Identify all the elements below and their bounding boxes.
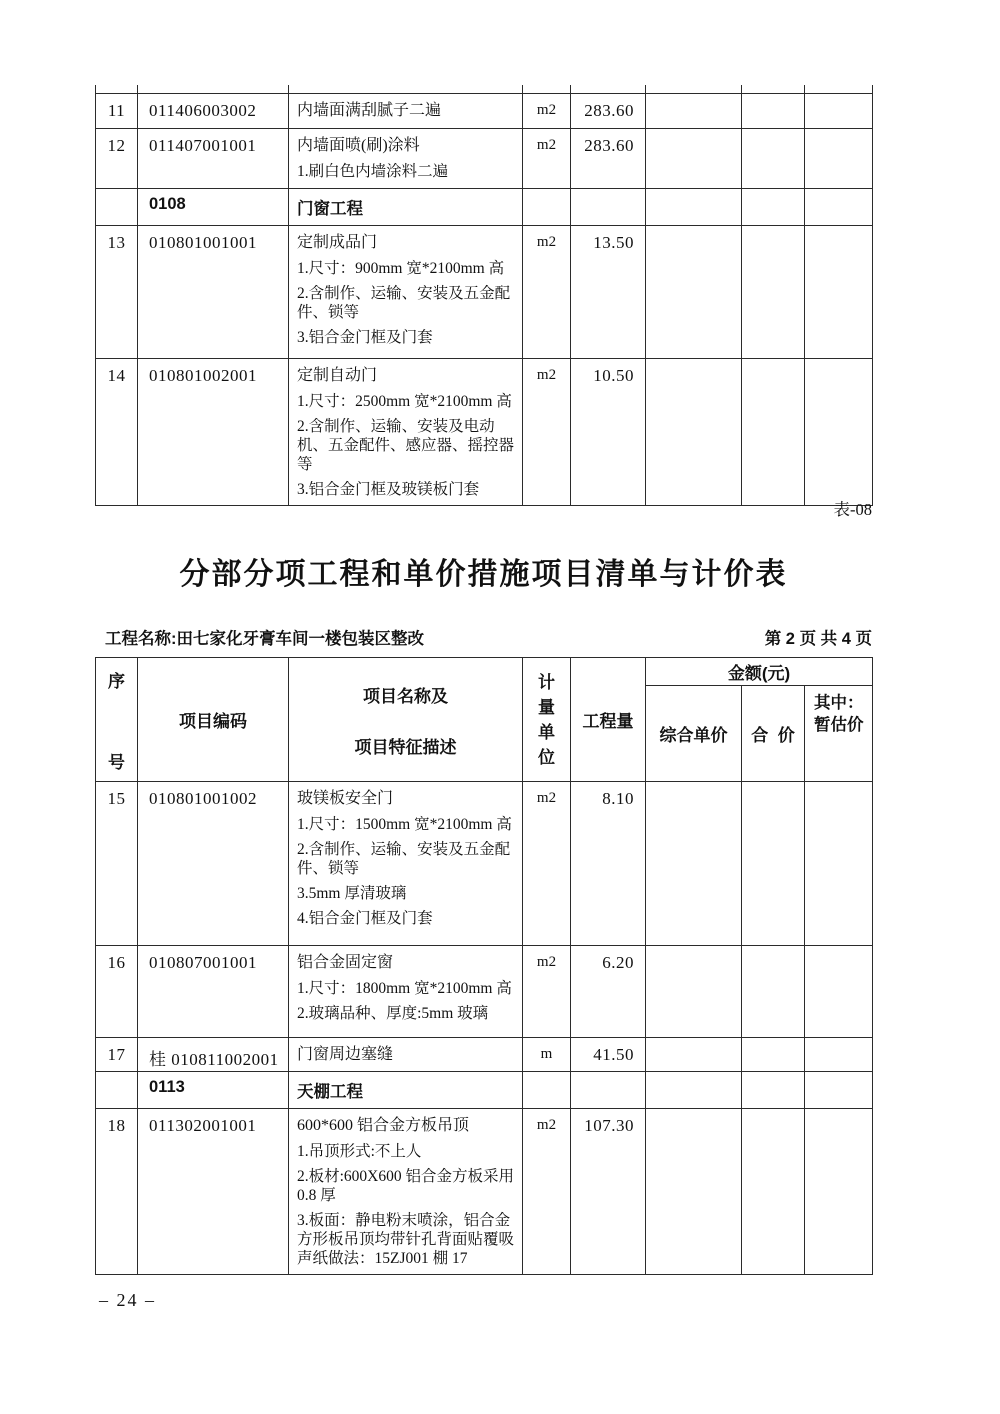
table-row bbox=[96, 359, 873, 506]
estimate-cell bbox=[805, 94, 873, 129]
unit-price-cell bbox=[646, 129, 742, 189]
unit-cell: m2 bbox=[523, 1109, 571, 1275]
qty-cell: 283.60 bbox=[571, 129, 646, 189]
item-name: 定制自动门 bbox=[297, 367, 378, 384]
header-quantity: 工程量 bbox=[571, 658, 646, 782]
qty-cell: 10.50 bbox=[571, 359, 646, 506]
header-estimate bbox=[805, 686, 873, 782]
total-price-cell bbox=[742, 782, 805, 946]
total-price-cell bbox=[742, 94, 805, 129]
item-desc-line: 3.板面：静电粉末喷涂，铝合金方形板吊顶均带针孔背面贴覆吸声纸做法：15ZJ001 棚 17 bbox=[297, 1212, 515, 1267]
header-unit-price: 综合单价 bbox=[646, 686, 742, 782]
section-code: 0108 bbox=[138, 189, 289, 226]
unit-price-cell bbox=[646, 94, 742, 129]
item-desc-line: 1.尺寸：900mm 宽*2100mm 高 bbox=[297, 260, 505, 277]
estimate-cell bbox=[805, 1038, 873, 1072]
item-desc-line: 1.尺寸：1500mm 宽*2100mm 高 bbox=[297, 816, 512, 833]
section-title: 门窗工程 bbox=[289, 189, 523, 226]
qty-cell: 283.60 bbox=[571, 94, 646, 129]
estimate-cell bbox=[805, 359, 873, 506]
name-cell bbox=[289, 1038, 523, 1072]
item-desc-line: 2.含制作、运输、安装及五金配件、锁等 bbox=[297, 285, 511, 321]
unit-cell: m bbox=[523, 1038, 571, 1072]
code-cell: 010801001001 bbox=[138, 226, 289, 359]
table-row bbox=[96, 129, 873, 189]
name-cell bbox=[289, 1109, 523, 1275]
unit-price-cell bbox=[646, 1109, 742, 1275]
table-row bbox=[96, 782, 873, 946]
qty-cell: 41.50 bbox=[571, 1038, 646, 1072]
item-desc-line: 3.铝合金门框及玻镁板门套 bbox=[297, 481, 480, 498]
code-cell: 010801001002 bbox=[138, 782, 289, 946]
unit-price-cell bbox=[646, 226, 742, 359]
total-price-cell bbox=[742, 359, 805, 506]
unit-price-cell bbox=[646, 1072, 742, 1109]
header-name-line2: 项目特征描述 bbox=[354, 737, 457, 757]
seq-cell bbox=[96, 1072, 138, 1109]
meta-line bbox=[95, 625, 872, 649]
seq-cell: 18 bbox=[96, 1109, 138, 1275]
unit-cell bbox=[523, 189, 571, 226]
total-price-cell bbox=[742, 129, 805, 189]
qty-cell: 107.30 bbox=[571, 1109, 646, 1275]
header-amount-group: 金额(元) bbox=[646, 658, 873, 686]
item-desc-line: 1.刷白色内墙涂料二遍 bbox=[297, 163, 449, 180]
item-desc-line: 4.铝合金门框及门套 bbox=[297, 910, 433, 927]
header-seq bbox=[96, 658, 138, 782]
header-estimate-line2: 暂估价 bbox=[814, 716, 864, 734]
code-cell: 010807001001 bbox=[138, 946, 289, 1038]
item-desc-line: 1.尺寸：1800mm 宽*2100mm 高 bbox=[297, 980, 512, 997]
code-cell: 011302001001 bbox=[138, 1109, 289, 1275]
seq-cell: 15 bbox=[96, 782, 138, 946]
estimate-cell bbox=[805, 1072, 873, 1109]
seq-cell: 13 bbox=[96, 226, 138, 359]
total-price-cell bbox=[742, 226, 805, 359]
code-cell: 011407001001 bbox=[138, 129, 289, 189]
name-cell bbox=[289, 782, 523, 946]
estimate-cell bbox=[805, 129, 873, 189]
seq-cell: 12 bbox=[96, 129, 138, 189]
unit-cell: m2 bbox=[523, 946, 571, 1038]
section-row bbox=[96, 1072, 873, 1109]
item-desc-line: 2.板材:600X600 铝合金方板采用 0.8 厚 bbox=[297, 1168, 515, 1204]
header-unit: 计 量 单 位 bbox=[523, 658, 571, 782]
item-name: 门窗周边塞缝 bbox=[297, 1046, 394, 1063]
estimate-cell bbox=[805, 946, 873, 1038]
item-name: 玻镁板安全门 bbox=[297, 790, 394, 807]
name-cell bbox=[289, 226, 523, 359]
item-name: 600*600 铝合金方板吊顶 bbox=[297, 1117, 470, 1134]
item-name: 铝合金固定窗 bbox=[297, 954, 394, 971]
header-row-top bbox=[96, 658, 873, 686]
qty-cell: 6.20 bbox=[571, 946, 646, 1038]
qty-cell: 13.50 bbox=[571, 226, 646, 359]
qty-cell bbox=[571, 189, 646, 226]
unit-cell: m2 bbox=[523, 129, 571, 189]
seq-cell: 17 bbox=[96, 1038, 138, 1072]
unit-cell bbox=[523, 1072, 571, 1109]
name-cell bbox=[289, 946, 523, 1038]
header-seq-bottom: 号 bbox=[108, 752, 125, 772]
code-cell: 011406003002 bbox=[138, 94, 289, 129]
table-tag: 表-08 bbox=[833, 500, 872, 519]
name-cell bbox=[289, 94, 523, 129]
unit-cell: m2 bbox=[523, 359, 571, 506]
estimate-cell bbox=[805, 189, 873, 226]
page-break-stub-row bbox=[96, 85, 873, 94]
unit-price-cell bbox=[646, 359, 742, 506]
total-price-cell bbox=[742, 1072, 805, 1109]
item-desc-line: 2.玻璃品种、厚度:5mm 玻璃 bbox=[297, 1005, 489, 1022]
code-cell: 010801002001 bbox=[138, 359, 289, 506]
section-row bbox=[96, 189, 873, 226]
item-desc-line: 1.吊顶形式:不上人 bbox=[297, 1143, 422, 1160]
name-cell bbox=[289, 129, 523, 189]
item-name: 内墙面喷(刷)涂料 bbox=[297, 137, 420, 154]
item-desc-line: 1.尺寸：2500mm 宽*2100mm 高 bbox=[297, 393, 512, 410]
boq-table-continued bbox=[95, 85, 873, 506]
header-seq-top: 序 bbox=[108, 671, 125, 691]
seq-cell: 11 bbox=[96, 94, 138, 129]
table-row bbox=[96, 946, 873, 1038]
total-price-cell bbox=[742, 189, 805, 226]
boq-table-main bbox=[95, 657, 873, 1275]
page-indicator: 第 2 页 共 4 页 bbox=[764, 630, 872, 648]
item-desc-line: 3.5mm 厚清玻璃 bbox=[297, 885, 407, 902]
section-title: 天棚工程 bbox=[289, 1072, 523, 1109]
item-name: 定制成品门 bbox=[297, 234, 378, 251]
unit-price-cell bbox=[646, 782, 742, 946]
estimate-cell bbox=[805, 782, 873, 946]
total-price-cell bbox=[742, 1038, 805, 1072]
page-number: – 24 – bbox=[99, 1290, 156, 1310]
item-desc-line: 2.含制作、运输、安装及五金配件、锁等 bbox=[297, 841, 511, 877]
header-name-line1: 项目名称及 bbox=[363, 686, 448, 706]
header-total-price: 合 价 bbox=[742, 686, 805, 782]
table-row bbox=[96, 1109, 873, 1275]
total-price-cell bbox=[742, 1109, 805, 1275]
name-cell bbox=[289, 359, 523, 506]
unit-price-cell bbox=[646, 1038, 742, 1072]
table-row bbox=[96, 94, 873, 129]
header-estimate-line1: 其中： bbox=[814, 694, 864, 712]
unit-price-cell bbox=[646, 189, 742, 226]
estimate-cell bbox=[805, 226, 873, 359]
unit-cell: m2 bbox=[523, 782, 571, 946]
total-price-cell bbox=[742, 946, 805, 1038]
document-title: 分部分项工程和单价措施项目清单与计价表 bbox=[179, 558, 788, 591]
unit-cell: m2 bbox=[523, 94, 571, 129]
table-row bbox=[96, 1038, 873, 1072]
item-desc-line: 2.含制作、运输、安装及电动机、五金配件、感应器、摇控器等 bbox=[297, 418, 515, 473]
section-code: 0113 bbox=[138, 1072, 289, 1109]
seq-cell: 14 bbox=[96, 359, 138, 506]
header-name bbox=[289, 658, 523, 782]
seq-cell: 16 bbox=[96, 946, 138, 1038]
header-code: 项目编码 bbox=[138, 658, 289, 782]
code-cell: 桂 010811002001 bbox=[138, 1038, 289, 1072]
table-row bbox=[96, 226, 873, 359]
qty-cell: 8.10 bbox=[571, 782, 646, 946]
unit-price-cell bbox=[646, 946, 742, 1038]
project-name: 工程名称:田七家化牙膏车间一楼包装区整改 bbox=[105, 630, 424, 648]
qty-cell bbox=[571, 1072, 646, 1109]
seq-cell bbox=[96, 189, 138, 226]
unit-cell: m2 bbox=[523, 226, 571, 359]
estimate-cell bbox=[805, 1109, 873, 1275]
item-desc-line: 3.铝合金门框及门套 bbox=[297, 329, 433, 346]
item-name: 内墙面满刮腻子二遍 bbox=[297, 102, 442, 119]
